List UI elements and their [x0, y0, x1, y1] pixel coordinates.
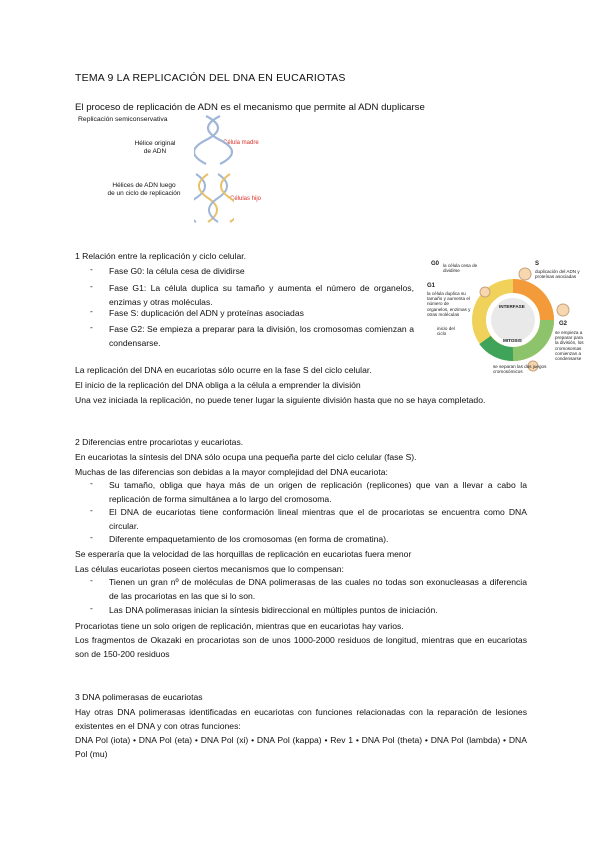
section2-bullet: Su tamaño, obliga que haya más de un origen de replicación (replicones) que van a llevar a cabo la replicación de forma simultánea a lo largo del cromosoma.	[109, 480, 527, 504]
section1-bullet: Fase G2: Se empieza a preparar para la división, los cromosomas comienzan a condensarse.	[109, 324, 414, 348]
section2-paragraph: En eucariotas la síntesis del DNA sólo ocupa una pequeña parte del ciclo celular (fase S).	[75, 452, 417, 462]
interfase-label: INTERFASE	[499, 304, 525, 309]
section1-bullet: Fase G0: la célula cesa de dividirse	[109, 266, 245, 276]
section1-heading: 1 Relación entre la replicación y ciclo celular.	[75, 251, 247, 261]
section2-bullet: Tienen un gran nº de moléculas de DNA polimerasas de las cuales no todas son exonucleasas a diferencia de las procariotas en las que si lo son.	[109, 577, 527, 601]
section1-paragraph: Una vez iniciada la replicación, no puede tener lugar la siguiente división hasta que no se haya completado.	[75, 395, 486, 405]
g0-text: la célula cesa de dividirse	[443, 263, 478, 274]
replication-figure	[78, 114, 298, 214]
s-label: S	[535, 261, 540, 267]
mitosis-label: MITOSIS	[503, 338, 522, 343]
g0-label: G0	[431, 261, 440, 267]
g2-label: G2	[559, 321, 568, 327]
section1-paragraph: La replicación del DNA en eucariotas sólo ocurre en la fase S del ciclo celular.	[75, 365, 372, 375]
section1-bullet: Fase G1: La célula duplica su tamaño y aumenta el número de organelos, enzimas y otras moléculas.	[109, 283, 414, 307]
section2-bullet: Diferente empaquetamiento de los cromosomas (en forma de cromatina).	[109, 534, 389, 544]
page-title: TEMA 9 LA REPLICACIÓN DEL DNA EN EUCARIOTAS	[75, 72, 346, 84]
g1-label: G1	[427, 283, 436, 289]
cell-cycle-figure	[425, 258, 585, 376]
section1-paragraph: El inicio de la replicación del DNA obliga a la célula a emprender la división	[75, 380, 361, 390]
intro-paragraph: El proceso de replicación de ADN es el mecanismo que permite al ADN duplicarse	[75, 102, 425, 113]
section2-bullet: El DNA de eucariotas tiene conformación lineal mientras que el de procariotas se encuentra como DNA circular.	[109, 507, 527, 531]
daughter-cells-label: Células hijo	[230, 196, 262, 202]
s-text: duplicación del ADN y proteínas asociadas	[535, 269, 580, 280]
section2-paragraph: Las células eucariotas poseen ciertos mecanismos que lo compensan:	[75, 564, 344, 574]
section2-paragraph: Procariotas tiene un solo origen de replicación, mientras que en eucariotas hay varios.	[75, 621, 404, 631]
section2-bullet: Las DNA polimerasas inician la síntesis bidireccional en múltiples puntos de iniciación.	[109, 605, 438, 615]
cycle-start-label: inicio del ciclo	[437, 326, 455, 337]
dna-helix-diagram	[194, 114, 234, 234]
separation-label: se separan las dos juegos cromosómicos	[493, 364, 547, 375]
figure-caption: Replicación semiconservativa	[78, 116, 168, 123]
original-helix-label: Hélice original de ADN	[134, 140, 176, 155]
g1-text: la célula duplica su tamaño y aumenta el número de organelos, enzimas y otras moléculas	[427, 291, 471, 317]
section2-paragraph: Se esperaría que la velocidad de las horquillas de replicación en eucariotas fuera menor	[75, 549, 412, 559]
g2-text: se empieza a preparar para la división, los cromosomas comienzan a condensarse	[555, 330, 584, 362]
section3-heading: 3 DNA polimerasas de eucariotas	[75, 692, 203, 702]
section1-bullet: Fase S: duplicación del ADN y proteínas asociadas	[109, 308, 304, 318]
daughter-helix-label: Hélices de ADN luego de un ciclo de replicación	[107, 182, 181, 197]
section2-heading: 2 Diferencias entre procariotas y eucariotas.	[75, 437, 244, 447]
section3-paragraph: Hay otras DNA polimerasas identificadas en eucariotas con funciones relacionadas con la reparación de lesiones existentes en el DNA y con otras funciones:	[75, 707, 527, 731]
section2-paragraph: Los fragmentos de Okazaki en procariotas son de unos 1000-2000 residuos de longitud, mientras que en eucariotas son de 150-200 residuos	[75, 635, 527, 659]
section3-paragraph: DNA Pol (iota) • DNA Pol (eta) • DNA Pol (xi) • DNA Pol (kappa) • Rev 1 • DNA Pol (theta) • DNA Pol (lambda) • DNA Pol (mu)	[75, 735, 527, 759]
section2-paragraph: Muchas de las diferencias son debidas a la mayor complejidad del DNA eucariota:	[75, 467, 388, 477]
mother-cell-label: Célula madre	[223, 140, 259, 146]
